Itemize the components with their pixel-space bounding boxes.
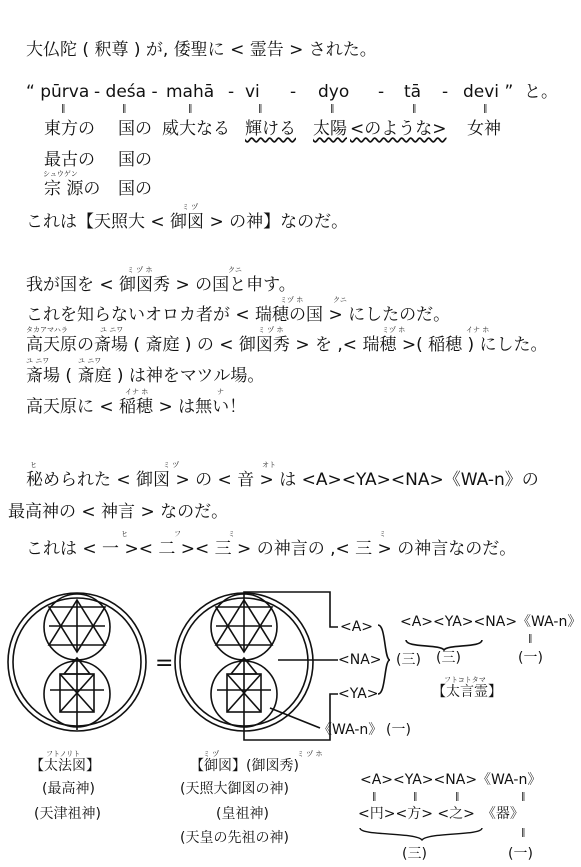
gloss-word: 最古の [44, 150, 95, 170]
gloss-word-underlined: 太陽 [313, 119, 347, 139]
mantra-seg: mahā [166, 82, 215, 102]
equals-mark: ‖ [61, 104, 66, 114]
equals-sign: = [155, 651, 174, 676]
gloss-word: 国の [118, 150, 152, 170]
p2-line4: 斎場 ( 斎庭 ) は神をマツル場。 [26, 366, 265, 386]
mantra-seg: - [290, 82, 297, 102]
caption-mid-title: 【御図】(御図秀) [190, 758, 299, 774]
ruby: ヒ [121, 530, 128, 538]
p3-line1: 秘められた < 御図 > の < 音 > は <A><YA><NA>《WA-n》の [26, 470, 539, 490]
equals-mark: ‖ [521, 828, 526, 838]
equals-mark: ‖ [528, 634, 533, 644]
futokotodama: 【太言霊】 [432, 684, 502, 700]
caption-left-line: (天津祖神) [34, 806, 101, 822]
gloss-word: 東方の [44, 119, 95, 139]
label-ya: <YA> [338, 686, 379, 702]
equals-mark: ‖ [413, 792, 418, 802]
bottom-symbols: <円><方> <之> 《器》 [358, 806, 524, 822]
mantra-seg: vi [245, 82, 260, 102]
bottom-three: (三) [402, 846, 427, 862]
ruby: ミヅ ホ [382, 326, 406, 334]
caption-mid-line: (天皇の先祖の神) [180, 830, 289, 846]
label-na: <NA> [338, 652, 382, 668]
ruby: ミ ヅ ホ [127, 266, 153, 274]
label-a: <A> [340, 619, 374, 635]
ruby-futokotodama: フトコトタマ [444, 676, 486, 684]
gloss-word: 国の [118, 179, 152, 199]
equals-mark: ‖ [330, 104, 335, 114]
gloss-word: 国の [118, 119, 152, 139]
equals-mark: ‖ [122, 104, 127, 114]
ruby-shugen: シュウゲン [43, 170, 78, 178]
mantra-seg: devi ” [463, 82, 514, 102]
ruby: クニ [228, 266, 242, 274]
ruby: タカアマハラ [26, 326, 68, 334]
mantra-seg: - [442, 82, 449, 102]
left-emblem [8, 593, 146, 731]
equals-mark: ‖ [455, 792, 460, 802]
ruby: イナ ホ [125, 388, 149, 396]
ruby: ヒ [30, 461, 37, 469]
label-wan: 《WA-n》 [318, 722, 383, 738]
ruby: ユ ニワ [78, 357, 102, 365]
ruby: オト [262, 461, 276, 469]
p2-line1: 我が国を < 御図秀 > の国と申す。 [26, 275, 296, 295]
p3-line2: 最高神の < 神言 > なのだ。 [8, 502, 229, 522]
label-three: (三) [396, 652, 421, 668]
right-mid-three: (三) [436, 650, 461, 666]
caption-left-line: (最高神) [42, 781, 95, 797]
ruby: ミ ヅ [163, 461, 180, 469]
ruby: フ [174, 530, 181, 538]
gloss-word-underlined: <のような> [350, 119, 447, 139]
gloss-word: 女神 [467, 119, 501, 139]
middle-emblem [175, 593, 313, 731]
ruby-mizu: ミ ヅ [182, 203, 199, 211]
ruby: ミ [379, 530, 386, 538]
bottom-sequence: <A><YA><NA>《WA-n》 [360, 772, 542, 788]
caption-mid-line: (天照大御図の神) [180, 781, 289, 797]
label-one: (一) [386, 722, 411, 738]
mantra-seg: dyo [318, 82, 350, 102]
gloss-word-underlined: 輝ける [245, 119, 296, 139]
equals-mark: ‖ [188, 104, 193, 114]
mantra-seg: と。 [524, 82, 558, 102]
right-mid-one: (一) [518, 650, 543, 666]
equals-mark: ‖ [412, 104, 417, 114]
ruby: ミ ヅ ホ [258, 326, 284, 334]
mantra-seg: - [378, 82, 385, 102]
equals-mark: ‖ [372, 792, 377, 802]
gloss-word: 威大なる [162, 119, 230, 139]
mantra-seg: tā [404, 82, 422, 102]
ruby-mizu: ミ ヅ [203, 750, 220, 758]
gloss-word: 宗 源の [44, 179, 101, 199]
ruby: クニ [333, 296, 347, 304]
ruby-mizuho: ミ ヅ ホ [297, 750, 323, 758]
ruby: ミヅ ホ [280, 296, 304, 304]
p1-line1: 大仏陀 ( 釈尊 ) が, 倭聖に < 霊告 > された。 [26, 40, 377, 60]
p2-line3: 高天原の斎場 ( 斎庭 ) の < 御図秀 > を ,< 瑞穂 >( 稲穂 ) にした。 [26, 335, 548, 355]
caption-mid-line: (皇祖神) [216, 806, 269, 822]
mantra-seg: - deśa - [94, 82, 158, 102]
ruby-futonorito: フトノリト [46, 750, 81, 758]
equals-mark: ‖ [483, 104, 488, 114]
mantra-seg: - [228, 82, 235, 102]
bottom-one: (一) [508, 846, 533, 862]
p3-line3: これは < 一 >< 二 >< 三 > の神言の ,< 三 > の神言なのだ。 [26, 539, 517, 559]
right-top-sequence: <A><YA><NA>《WA-n》 [400, 614, 581, 630]
caption-left-title: 【太法図】 [30, 758, 100, 774]
ruby: ナ [217, 388, 224, 396]
equals-mark: ‖ [258, 104, 263, 114]
p1-end-line: これは【天照大 < 御図 > の神】なのだ。 [26, 212, 349, 232]
p2-line5: 高天原に < 稲穂 > は無い！ [26, 397, 247, 417]
equals-mark: ‖ [521, 792, 526, 802]
ruby: ミ [228, 530, 235, 538]
p2-line2: これを知らないオロカ者が < 瑞穂の国 > にしたのだ。 [26, 305, 451, 325]
ruby: ユ ニワ [26, 357, 50, 365]
mantra-seg: “ pūrva [26, 82, 90, 102]
bottom-brace [356, 826, 496, 846]
ruby: ユ ニワ [100, 326, 124, 334]
ruby: イナ ホ [466, 326, 490, 334]
